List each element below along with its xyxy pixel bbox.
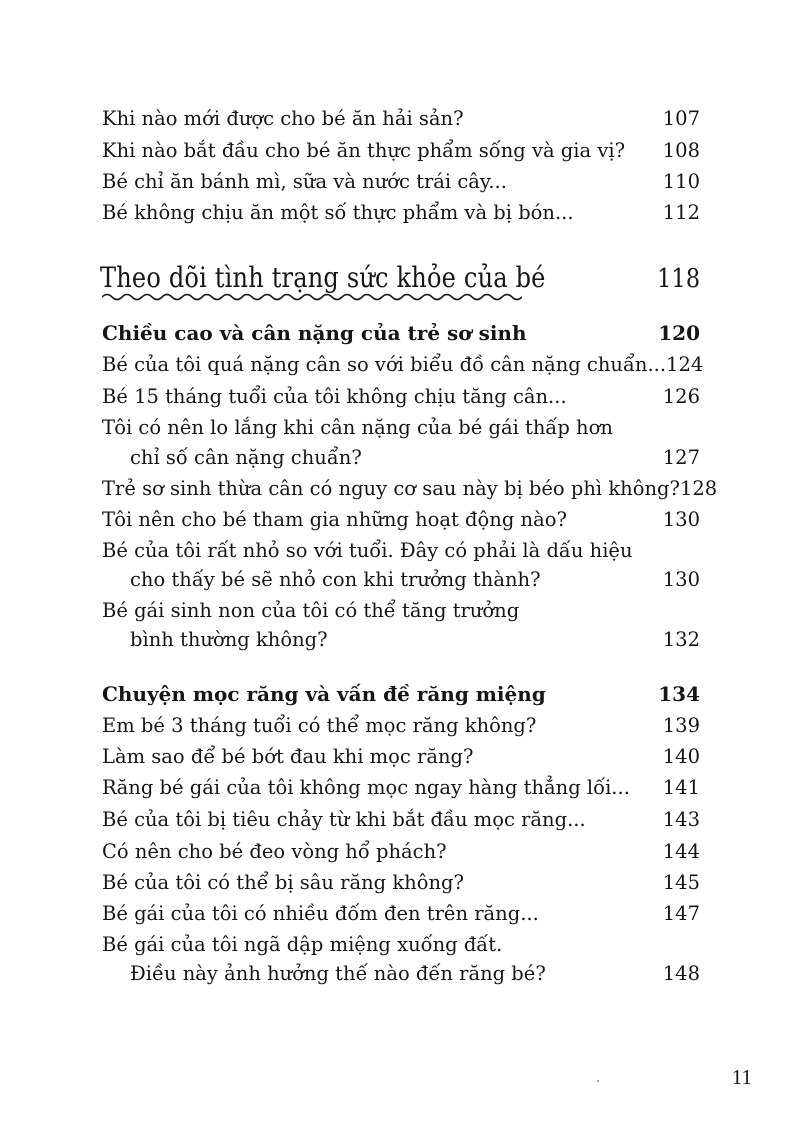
toc-entry-page: 124 (666, 353, 704, 376)
toc-entry (102, 773, 700, 803)
toc-entry (102, 136, 700, 166)
toc-entry-title: Trẻ sơ sinh thừa cân có nguy cơ sau này bị béo phì không? (102, 477, 680, 500)
toc-entry-title: Làm sao để bé bớt đau khi mọc răng? (102, 745, 474, 768)
toc-entry-line2 (130, 959, 700, 989)
toc-entry (102, 711, 700, 741)
toc-entry-line1 (102, 413, 700, 443)
toc-entry-page: 112 (662, 201, 700, 224)
chapter-page: 120 (658, 321, 700, 345)
toc-entry (102, 350, 704, 380)
toc-entry (102, 382, 700, 412)
page-number: 11 (731, 1065, 752, 1089)
toc-entry (102, 837, 700, 867)
toc-entry-title: Bé 15 tháng tuổi của tôi không chịu tăng cân... (102, 385, 567, 408)
toc-entry-page: 139 (662, 714, 700, 737)
toc-entry-line2 (130, 625, 700, 655)
toc-entry-title: Khi nào bắt đầu cho bé ăn thực phẩm sống và gia vị? (102, 139, 626, 162)
toc-entry-title: Bé của tôi bị tiêu chảy từ khi bắt đầu mọc răng... (102, 808, 586, 831)
toc-entry-page: 126 (662, 385, 700, 408)
toc-entry-page: 128 (679, 477, 718, 500)
toc-entry (102, 474, 718, 504)
toc-entry-page: 148 (662, 962, 700, 985)
toc-entry (102, 899, 700, 929)
toc-entry-page: 145 (662, 871, 700, 894)
toc-entry-page: 108 (662, 139, 700, 162)
toc-entry-page: 147 (662, 902, 700, 925)
toc-entry-title: Tôi nên cho bé tham gia những hoạt động nào? (102, 508, 567, 531)
toc-entry-title: Bé gái của tôi ngã dập miệng xuống đất. (102, 933, 503, 956)
toc-entry-title: Bé của tôi có thể bị sâu răng không? (102, 871, 464, 894)
toc-entry-line1 (102, 930, 700, 960)
toc-entry (102, 805, 700, 835)
toc-entry-page: 130 (662, 568, 700, 591)
toc-entry-title: Tôi có nên lo lắng khi cân nặng của bé gái thấp hơn (102, 416, 613, 439)
toc-entry (102, 104, 700, 134)
toc-entry-title: Em bé 3 tháng tuổi có thể mọc răng không? (102, 714, 537, 737)
toc-entry-title: Răng bé gái của tôi không mọc ngay hàng thẳng lối... (102, 776, 630, 799)
toc-entry-title-cont: bình thường không? (130, 628, 328, 651)
toc-entry-page: 107 (662, 107, 700, 130)
chapter-heading (102, 318, 700, 348)
toc-entry (102, 505, 700, 535)
toc-entry-title-cont: cho thấy bé sẽ nhỏ con khi trưởng thành? (130, 568, 541, 591)
toc-entry-line1 (102, 536, 700, 566)
toc-entry-page: 143 (662, 808, 700, 831)
section-title: Theo dõi tình trạng sức khỏe của bé (100, 261, 546, 294)
toc-entry-title: Bé gái sinh non của tôi có thể tăng trưởng (102, 599, 520, 622)
toc-entry-page: 144 (662, 840, 700, 863)
toc-entry (102, 868, 700, 898)
toc-entry-title-cont: chỉ số cân nặng chuẩn? (130, 446, 362, 469)
toc-entry-title: Bé không chịu ăn một số thực phẩm và bị bón... (102, 201, 574, 224)
toc-entry (102, 167, 700, 197)
chapter-title: Chuyện mọc răng và vấn đề răng miệng (102, 682, 546, 706)
toc-entry-page: 132 (662, 628, 700, 651)
toc-entry-title: Khi nào mới được cho bé ăn hải sản? (102, 107, 464, 130)
toc-entry-title: Bé chỉ ăn bánh mì, sữa và nước trái cây... (102, 170, 507, 193)
toc-entry-title: Có nên cho bé đeo vòng hổ phách? (102, 840, 447, 863)
toc-entry-page: 140 (662, 745, 700, 768)
toc-entry-title: Bé gái của tôi có nhiều đốm đen trên răng... (102, 902, 539, 925)
wavy-underline (102, 292, 522, 302)
toc-entry-page: 130 (662, 508, 700, 531)
toc-entry-page: 141 (662, 776, 700, 799)
toc-entry-line1 (102, 596, 700, 626)
section-page: 118 (657, 264, 701, 294)
toc-entry-page: 127 (662, 446, 700, 469)
toc-entry-line2 (130, 565, 700, 595)
chapter-title: Chiều cao và cân nặng của trẻ sơ sinh (102, 321, 527, 345)
toc-entry (102, 742, 700, 772)
chapter-page: 134 (658, 682, 700, 706)
toc-entry-title: Bé của tôi quá nặng cân so với biểu đồ cân nặng chuẩn... (102, 353, 667, 376)
toc-entry-title-cont: Điều này ảnh hưởng thế nào đến răng bé? (130, 962, 546, 985)
toc-entry (102, 198, 700, 228)
chapter-heading (102, 679, 700, 709)
toc-entry-line2 (130, 443, 700, 473)
toc-entry-title: Bé của tôi rất nhỏ so với tuổi. Đây có phải là dấu hiệu (102, 539, 633, 562)
toc-entry-page: 110 (662, 170, 700, 193)
print-speck (597, 1080, 599, 1082)
